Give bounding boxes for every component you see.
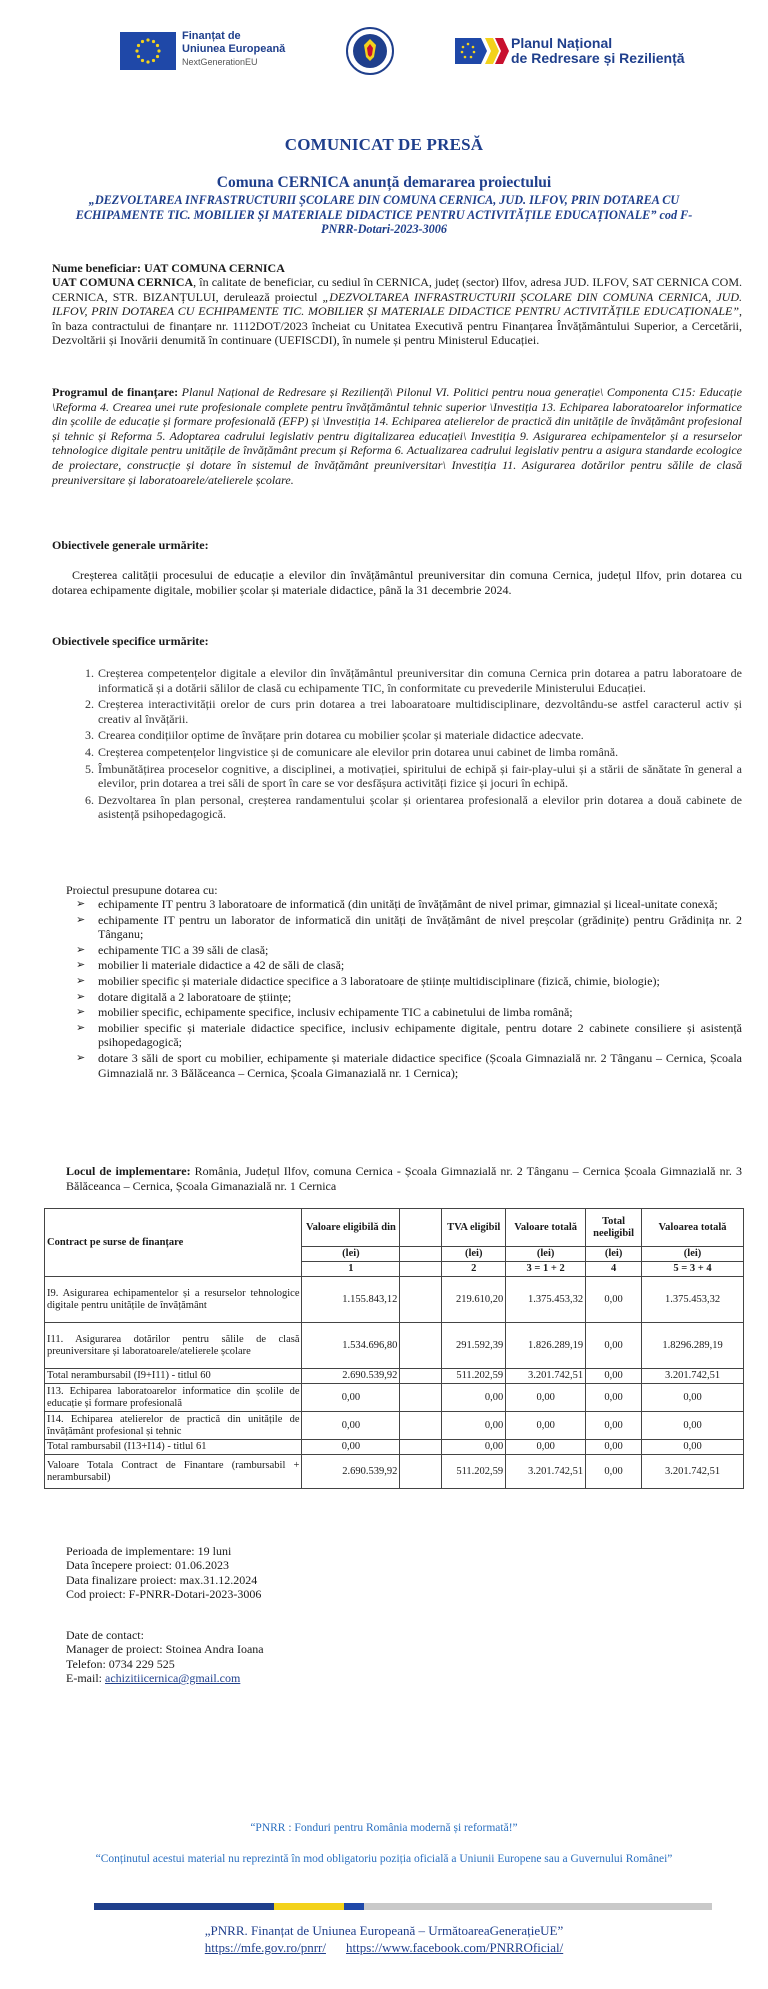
list-item: ➢ mobilier specific și materiale didactice specifice, inclusiv echipamente digitale, pentru dotare 2 cabinete consiliere și asistență psihopedagogică; bbox=[76, 1020, 742, 1050]
program-text: Planul Național de Redresare și Reziliență\ Pilonul VI. Politici pentru noua generație\ Componenta C15: Educație \Reforma 4. Crearea unei rute profesionale complete pentru învățământul tehnic superior \Investiția 13. Echiparea laboratoarelor informatice din școlile de educație și formare profesională (EFP) și \Investiția 14. Echiparea atelierelor de practică din unitățile de învățământ profesional și tehnic și Reforma 5. Adoptarea cadrului legislativ pentru digitalizarea educației\ Investiția 9. Asigurarea echipamentelor și a resurselor tehnologice digitale pentru unitățile de învățământ precum și Reforma 6. Actualizarea cadrului legislativ pentru a asigura standarde ecologice de proiectare, construcție și dotare în sistemul de învățământ preuniversitar\ Investiția 11. Asigurarea dotărilor pentru sălile de clasă preuniversitare și laboratoarele/atelierele școlare. bbox=[52, 385, 742, 487]
arrow-bullet-icon: ➢ bbox=[76, 1021, 86, 1034]
equipment-intro: Proiectul presupune dotarea cu: bbox=[66, 883, 218, 897]
eu-logo-line3: NextGenerationEU bbox=[182, 57, 258, 67]
list-item: 6. Dezvoltarea în plan personal, creșterea randamentului școlar și orientarea profesională a elevilor prin dotarea a două cabinete de asistență psihopedagogică. bbox=[85, 792, 742, 822]
facebook-link[interactable]: https://www.facebook.com/PNRROficial/ bbox=[345, 1940, 564, 1955]
list-item: ➢ echipamente TIC a 39 săli de clasă; bbox=[76, 942, 269, 957]
table-row: Total nerambursabil (I9+I11) - titlul 60 2.690.539,92 511.202,59 3.201.742,51 0,00 3.201.742,51 bbox=[45, 1369, 744, 1384]
location-label: Locul de implementare: bbox=[66, 1164, 191, 1178]
contact-info bbox=[66, 1628, 264, 1686]
footer-links bbox=[0, 1940, 768, 1956]
government-coat-of-arms-icon bbox=[345, 26, 395, 76]
list-item: ➢ dotare digitală a 2 laboratoare de științe; bbox=[76, 989, 292, 1004]
table-header-cell: Valoare eligibilă din bbox=[302, 1209, 400, 1247]
contact-phone: Telefon: 0734 229 525 bbox=[66, 1656, 175, 1671]
contact-email-link[interactable]: achizitiicernica@gmail.com bbox=[105, 1671, 241, 1686]
implementation-end: Data finalizare proiect: max.31.12.2024 bbox=[66, 1572, 258, 1587]
table-index-cell: 4 bbox=[586, 1262, 642, 1277]
table-unit-cell: (lei) bbox=[642, 1247, 744, 1262]
table-header-cell: Valoarea totală bbox=[642, 1209, 744, 1247]
program-paragraph bbox=[52, 385, 742, 487]
location-text: România, Județul Ilfov, comuna Cernica - Școala Gimnazială nr. 2 Tânganu – Cernica Școala Gimnazială nr. 3 Bălăceanca – Cernica, Școala Gimanazială nr. 1 Cernica bbox=[66, 1164, 742, 1193]
page-title: COMUNICAT DE PRESĂ bbox=[284, 135, 484, 154]
table-unit-cell bbox=[400, 1247, 442, 1262]
table-unit-cell: (lei) bbox=[302, 1247, 400, 1262]
arrow-bullet-icon: ➢ bbox=[76, 943, 86, 956]
list-item: ➢ echipamente IT pentru 3 laboratoare de informatică (din unități de învățământ de nivel primar, gimnazial și liceal-unitate conexă; bbox=[76, 897, 718, 911]
specific-objectives-heading: Obiectivele specifice urmărite: bbox=[52, 634, 209, 648]
general-objectives-heading: Obiectivele generale urmărite: bbox=[52, 538, 209, 552]
table-header-cell: Total neeligibil bbox=[586, 1209, 642, 1247]
list-item: ➢ mobilier specific și materiale didactice specifice a 3 laboratoare de științe multidisciplinare (fizică, chimie, biologie); bbox=[76, 973, 660, 988]
table-header-cell bbox=[400, 1209, 442, 1247]
project-title: „DEZVOLTAREA INFRASTRUCTURII ȘCOLARE DIN COMUNA CERNICA, JUD. ILFOV, PRIN DOTAREA CU ECHIPAMENTE TIC. MOBILIER ȘI MATERIALE DIDACTICE PENTRU ACTIVITĂȚILE EDUCAȚIONALE” cod F-PNRR-Dotari-2023-3006 bbox=[75, 193, 693, 236]
specific-objectives-list bbox=[85, 666, 742, 824]
list-item: 2. Creșterea interactivității orelor de curs prin dotarea a trei laboaratoare multidisciplinare, dezvoltându-se astfel caracterul activ și creativ al învățării. bbox=[85, 697, 742, 726]
table-row: Valoare Totala Contract de Finantare (rambursabil + nerambursabil) 2.690.539,92 511.202,59 3.201.742,51 0,00 3.201.742,51 bbox=[45, 1455, 744, 1489]
pnrr-mark-icon bbox=[455, 36, 513, 66]
eu-funding-logo bbox=[120, 28, 302, 72]
footer-slogan: “PNRR : Fonduri pentru România modernă și reformată!” bbox=[250, 1822, 518, 1834]
contact-heading: Date de contact: bbox=[66, 1628, 144, 1642]
footer-tagline: „PNRR. Finanțat de Uniunea Europeană – UrmătoareaGenerațieUE” bbox=[204, 1923, 564, 1938]
table-header-cell: TVA eligibil bbox=[442, 1209, 506, 1247]
table-header-cell: Contract pe surse de finanțare bbox=[45, 1209, 302, 1277]
implementation-info bbox=[66, 1544, 261, 1602]
pnrr-logo-line1: Planul Național bbox=[511, 35, 613, 51]
pnrr-logo bbox=[455, 32, 705, 72]
implementation-period: Perioada de implementare: 19 luni bbox=[66, 1544, 232, 1558]
table-unit-cell: (lei) bbox=[506, 1247, 586, 1262]
pnrr-logo-line2: de Redresare și Reziliență bbox=[511, 50, 685, 66]
table-index-cell bbox=[400, 1262, 442, 1277]
general-objectives-text: Creșterea calității procesului de educație a elevilor din învățământul preuniversitar din comuna Cernica, județul Ilfov, prin dotarea cu dotarea echipamente digitale, mobilier școlar și materiale didactice, până la 31 decembrie 2024. bbox=[52, 568, 742, 597]
eu-logo-line2: Uniunea Europeană bbox=[182, 43, 286, 55]
arrow-bullet-icon: ➢ bbox=[76, 898, 86, 910]
beneficiary-project-name: „DEZVOLTAREA INFRASTRUCTURII ȘCOLARE DIN COMUNA CERNICA, JUD. ILFOV, PRIN DOTAREA CU ECHIPAMENTE TIC. MOBILIER ȘI MATERIALE DIDACTICE PENTRU ACTIVITĂȚILE EDUCAȚIONALE” bbox=[52, 289, 742, 319]
beneficiary-name: UAT COMUNA CERNICA bbox=[52, 275, 194, 289]
table-row: Total rambursabil (I13+I14) - titlul 61 0,00 0,00 0,00 0,00 0,00 bbox=[45, 1440, 744, 1455]
list-item: 5. Îmbunătățirea proceselor cognitive, a disciplinei, a motivației, spiritului de echipă și fair-play-ului și a stării de sănătate în general a elevilor, prin dotarea a trei săli de sport în care se vor desfășura activități fizice și jocuri în echipă. bbox=[85, 761, 742, 791]
contact-email-line: E-mail: achizitiicernica@gmail.com bbox=[66, 1671, 241, 1686]
program-label: Programul de finanțare: bbox=[52, 385, 179, 399]
financing-table bbox=[44, 1208, 744, 1489]
list-item: 4. Creșterea competențelor lingvistice și de comunicare ale elevilor prin dotarea unui cabinet de limba română. bbox=[85, 744, 619, 759]
table-index-cell: 2 bbox=[442, 1262, 506, 1277]
list-item: ➢ echipamente IT pentru un laborator de informatică din unități de învățământ de nivel preșcolar (grădinițe) pentru Grădinița nr. 2 Tânganu; bbox=[76, 912, 742, 942]
beneficiary-text-2: , în baza contractului de finanțare nr. 1112DOT/2023 încheiat cu Unitatea Executivă pentru Finanțarea Învățământului Superior, a Cercetării, Dezvoltării și Inovării denumită în continuare (UEFISCDI), în numele și pentru Ministerul Educației. bbox=[52, 304, 742, 348]
list-item: 1. Creșterea competențelor digitale a elevilor din învățământul preuniversitar din comuna Cernica prin dotarea a patru laboratoare de informatică și a dotării sălilor de clasă cu echipamente TIC, în conformitate cu prevederile Ministerului Educației. bbox=[85, 666, 742, 695]
beneficiary-paragraph bbox=[52, 275, 742, 348]
table-row: I13. Echiparea laboratoarelor informatice din școlile de educație și formare profesională 0,00 0,00 0,00 0,00 0,00 bbox=[45, 1384, 744, 1412]
table-row: I11. Asigurarea dotărilor pentru sălile de clasă preuniversitare și laboratoarele/atelierele școlare 1.534.696,80 291.592,39 1.826.289,19 0,00 1.8296.289,19 bbox=[45, 1323, 744, 1369]
table-index-cell: 1 bbox=[302, 1262, 400, 1277]
project-code: Cod proiect: F-PNRR-Dotari-2023-3006 bbox=[66, 1587, 262, 1602]
table-row: I9. Asigurarea echipamentelor și a resurselor tehnologice digitale pentru unitățile de învățământ 1.155.843,12 219.610,20 1.375.453,32 0,00 1.375.453,32 bbox=[45, 1277, 744, 1323]
arrow-bullet-icon: ➢ bbox=[76, 1051, 86, 1064]
location-paragraph bbox=[66, 1164, 742, 1193]
table-unit-cell: (lei) bbox=[586, 1247, 642, 1262]
beneficiary-label: Nume beneficiar: UAT COMUNA CERNICA bbox=[52, 261, 285, 275]
header bbox=[0, 26, 768, 76]
table-header-cell: Valoare totală bbox=[506, 1209, 586, 1247]
mfe-link[interactable]: https://mfe.gov.ro/pnrr/ bbox=[204, 1940, 326, 1955]
arrow-bullet-icon: ➢ bbox=[76, 913, 86, 926]
table-index-cell: 5 = 3 + 4 bbox=[642, 1262, 744, 1277]
list-item: ➢ dotare 3 săli de sport cu mobilier, echipamente și materiale didactice specifice (Școala Gimnazială nr. 2 Tânganu – Cernica, Școala Gimnazială nr. 3 Bălăceanca – Cernica, Școala Gimanazială nr. 1 Cernica); bbox=[76, 1050, 742, 1080]
arrow-bullet-icon: ➢ bbox=[76, 990, 86, 1003]
page-subtitle: Comuna CERNICA anunță demararea proiectului bbox=[216, 174, 552, 191]
table-row: I14. Echiparea atelierelor de practică din unitățile de învățământ profesional și tehnic 0,00 0,00 0,00 0,00 0,00 bbox=[45, 1412, 744, 1440]
list-item: ➢ mobilier specific, echipamente specifice, inclusiv echipamente TIC a cabinetului de limba română; bbox=[76, 1005, 573, 1020]
footer-disclaimer: “Conținutul acestui material nu reprezintă în mod obligatoriu poziția oficială a Uniunii Europene sau a Guvernului Românei” bbox=[95, 1853, 673, 1865]
list-item: ➢ mobilier li materiale didactice a 42 de săli de clasă; bbox=[76, 958, 345, 973]
arrow-bullet-icon: ➢ bbox=[76, 959, 86, 972]
eu-flag-icon bbox=[120, 32, 176, 70]
footer-color-bar bbox=[94, 1903, 712, 1910]
eu-logo-line1: Finanțat de bbox=[182, 30, 241, 42]
table-header-row bbox=[45, 1209, 744, 1247]
arrow-bullet-icon: ➢ bbox=[76, 974, 86, 987]
equipment-list bbox=[76, 897, 742, 1081]
table-unit-cell: (lei) bbox=[442, 1247, 506, 1262]
contact-manager: Manager de proiect: Stoinea Andra Ioana bbox=[66, 1642, 264, 1657]
arrow-bullet-icon: ➢ bbox=[76, 1006, 86, 1019]
implementation-start: Data începere proiect: 01.06.2023 bbox=[66, 1558, 229, 1573]
list-item: 3. Crearea condițiilor optime de învățare prin dotarea cu mobilier școlar și materiale didactice adecvate. bbox=[85, 728, 584, 743]
beneficiary-text-1: , în calitate de beneficiar, cu sediul în CERNICA, județ (sector) Ilfov, adresa JUD. ILFOV, SAT CERNICA COM. CERNICA, STR. BIZANȚULUI, derulează proiectul bbox=[52, 275, 742, 304]
table-index-cell: 3 = 1 + 2 bbox=[506, 1262, 586, 1277]
